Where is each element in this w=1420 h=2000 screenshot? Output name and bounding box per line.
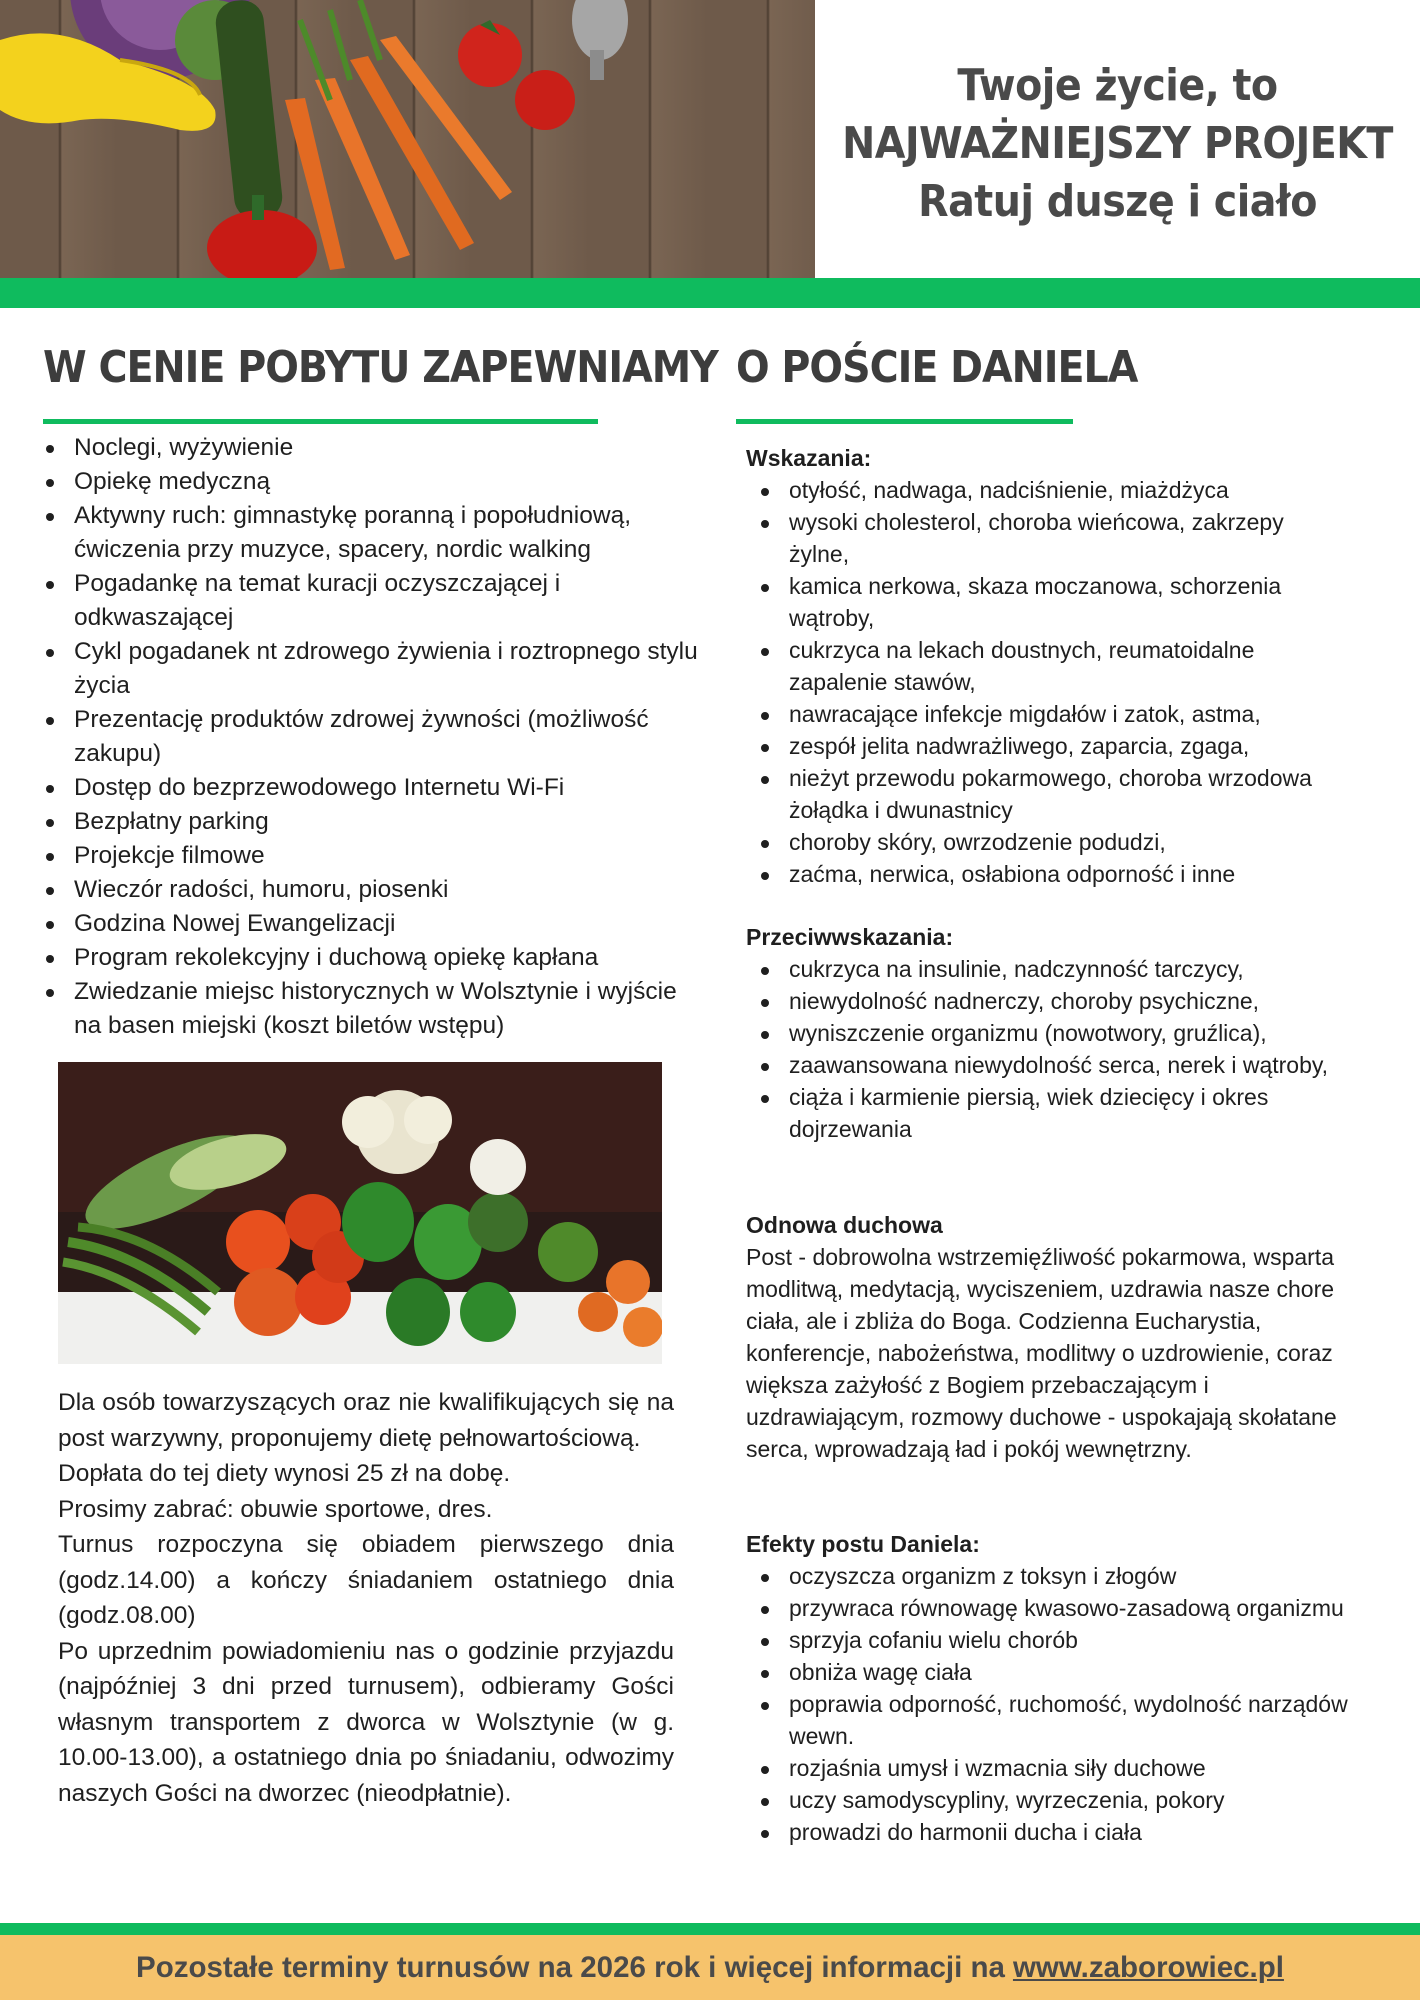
header-vegetables-photo <box>0 0 815 278</box>
header-green-band <box>0 278 1420 308</box>
list-item: Cykl pogadanek nt zdrowego żywienia i roztropnego stylu życia <box>43 635 703 703</box>
list-item: kamica nerkowa, skaza moczanowa, schorzenia wątroby, <box>758 570 1348 634</box>
renewal-heading: Odnowa duchowa <box>746 1212 943 1238</box>
list-item: sprzyja cofaniu wielu chorób <box>758 1624 1348 1656</box>
list-item: Aktywny ruch: gimnastykę poranną i popołudniową, ćwiczenia przy muzyce, spacery, nordic walking <box>43 499 703 567</box>
title-line-3: Ratuj duszę i ciało <box>918 176 1317 227</box>
list-item: Godzina Nowej Ewangelizacji <box>43 907 703 941</box>
right-section-heading: O POŚCIE DANIELA <box>736 342 1138 393</box>
info-paragraph: Turnus rozpoczyna się obiadem pierwszego dnia (godz.14.00) a kończy śniadaniem ostatniego dnia (godz.08.00) <box>58 1531 674 1629</box>
list-item: Zwiedzanie miejsc historycznych w Wolsztynie i wyjście na basen miejski (koszt biletów wstępu) <box>43 975 703 1043</box>
list-item: Pogadankę na temat kuracji oczyszczającej i odkwaszającej <box>43 567 703 635</box>
list-item: wysoki cholesterol, choroba wieńcowa, zakrzepy żylne, <box>758 506 1348 570</box>
list-item: prowadzi do harmonii ducha i ciała <box>758 1816 1348 1848</box>
list-item: Prezentację produktów zdrowej żywności (możliwość zakupu) <box>43 703 703 771</box>
list-item: Projekcje filmowe <box>43 839 703 873</box>
renewal-text: Post - dobrowolna wstrzemięźliwość pokarmowa, wsparta modlitwą, medytacją, wyciszeniem, uzdrawia nasze chore ciała, ale i zbliża do Boga. Codzienna Eucharystia, konferencje, nabożeństwa, modlitwy o uzdrowienie, coraz większa zażyłość z Bogiem przebaczającym i uzdrawiającym, rozmowy duchowe - uspokajają skołatane serca, wprowadzają ład i pokój wewnętrzny. <box>746 1244 1337 1462</box>
list-item: zaćma, nerwica, osłabiona odporność i inne <box>758 858 1348 890</box>
indications-heading: Wskazania: <box>746 445 872 471</box>
list-item: Wieczór radości, humoru, piosenki <box>43 873 703 907</box>
list-item: wyniszczenie organizmu (nowotwory, gruźlica), <box>758 1017 1348 1049</box>
info-paragraph: Dla osób towarzyszących oraz nie kwalifikujących się na post warzywny, proponujemy dietę pełnowartościową. <box>58 1389 674 1452</box>
list-item: obniża wagę ciała <box>758 1656 1348 1688</box>
list-item: poprawia odporność, ruchomość, wydolność narządów wewn. <box>758 1688 1348 1752</box>
title-line-1: Twoje życie, to <box>957 60 1278 111</box>
right-heading-rule <box>736 419 1073 424</box>
list-item: cukrzyca na insulinie, nadczynność tarczycy, <box>758 953 1348 985</box>
left-heading-rule <box>43 419 598 424</box>
list-item: oczyszcza organizm z toksyn i złogów <box>758 1560 1348 1592</box>
vegetables-photo <box>58 1062 662 1364</box>
list-item: otyłość, nadwaga, nadciśnienie, miażdżyca <box>758 474 1348 506</box>
contraindications-list <box>758 953 1348 1145</box>
effects-list <box>758 1560 1348 1848</box>
info-paragraph: Dopłata do tej diety wynosi 25 zł na dobę. <box>58 1460 511 1487</box>
header-title <box>815 0 1420 278</box>
info-paragraph: Po uprzednim powiadomieniu nas o godzinie przyjazdu (najpóźniej 3 dni przed turnusem), odbieramy Gości własnym transportem z dworca w Wolsztynie (w g. 10.00-13.00), a ostatniego dnia po śniadaniu, odwozimy naszych Gości na dworzec (nieodpłatnie). <box>58 1637 674 1807</box>
title-line-2: NAJWAŻNIEJSZY PROJEKT <box>842 118 1393 169</box>
list-item: zespół jelita nadwrażliwego, zaparcia, zgaga, <box>758 730 1348 762</box>
contraindications-heading: Przeciwwskazania: <box>746 924 954 950</box>
footer-bar <box>0 1935 1420 2000</box>
indications-list <box>758 474 1348 890</box>
website-link[interactable]: www.zaborowiec.pl <box>1012 1950 1284 1984</box>
list-item: choroby skóry, owrzodzenie podudzi, <box>758 826 1348 858</box>
list-item: nieżyt przewodu pokarmowego, choroba wrzodowa żołądka i dwunastnicy <box>758 762 1348 826</box>
list-item: zaawansowana niewydolność serca, nerek i wątroby, <box>758 1049 1348 1081</box>
list-item: Dostęp do bezprzewodowego Internetu Wi-Fi <box>43 771 703 805</box>
left-section-heading: W CENIE POBYTU ZAPEWNIAMY <box>43 342 718 393</box>
list-item: Program rekolekcyjny i duchową opiekę kapłana <box>43 941 703 975</box>
list-item: rozjaśnia umysł i wzmacnia siły duchowe <box>758 1752 1348 1784</box>
footer-green-band <box>0 1923 1420 1935</box>
list-item: Opiekę medyczną <box>43 465 703 499</box>
list-item: Noclegi, wyżywienie <box>43 431 703 465</box>
list-item: ciąża i karmienie piersią, wiek dziecięcy i okres dojrzewania <box>758 1081 1348 1145</box>
list-item: Bezpłatny parking <box>43 805 703 839</box>
list-item: przywraca równowagę kwasowo-zasadową organizmu <box>758 1592 1348 1624</box>
list-item: uczy samodyscypliny, wyrzeczenia, pokory <box>758 1784 1348 1816</box>
list-item: cukrzyca na lekach doustnych, reumatoidalne zapalenie stawów, <box>758 634 1348 698</box>
additional-info-text <box>58 1385 674 1811</box>
effects-heading: Efekty postu Daniela: <box>746 1531 980 1557</box>
info-paragraph: Prosimy zabrać: obuwie sportowe, dres. <box>58 1495 493 1523</box>
list-item: nawracające infekcje migdałów i zatok, astma, <box>758 698 1348 730</box>
included-services-list <box>43 431 703 1043</box>
list-item: niewydolność nadnerczy, choroby psychiczne, <box>758 985 1348 1017</box>
footer-text: Pozostałe terminy turnusów na 2026 rok i więcej informacji na <box>136 1950 1005 1984</box>
